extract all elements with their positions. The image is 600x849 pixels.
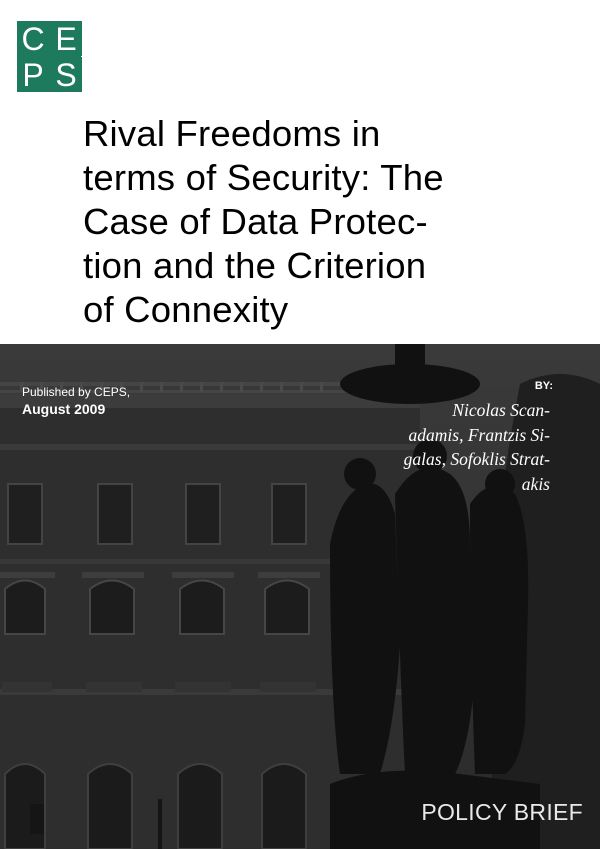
title-line: of Connexity — [83, 289, 289, 330]
publisher-line: Published by CEPS, — [22, 385, 131, 399]
title-line: Case of Data Protec- — [83, 201, 428, 242]
author-list — [400, 398, 550, 496]
publication-date: August 2009 — [22, 401, 106, 417]
logo-letter-c: C — [17, 21, 49, 56]
by-label: BY: — [534, 380, 553, 392]
publication-info — [22, 385, 130, 418]
logo-letter-e: E — [50, 21, 82, 56]
logo-letter-p: P — [17, 57, 49, 92]
author-line: Nicolas Scan- — [452, 400, 550, 420]
title-line: terms of Security: The — [83, 157, 444, 198]
document-title — [83, 112, 553, 332]
title-line: tion and the Criterion — [83, 245, 427, 286]
ceps-logo — [17, 21, 81, 92]
author-line: akis — [521, 473, 550, 494]
title-line: Rival Freedoms in — [83, 113, 381, 154]
author-line: galas, Sofoklis Strat- — [403, 449, 550, 469]
author-line: adamis, Frantzis Si- — [408, 424, 550, 445]
series-label: POLICY BRIEF — [421, 799, 583, 825]
logo-letter-s: S — [50, 57, 82, 92]
